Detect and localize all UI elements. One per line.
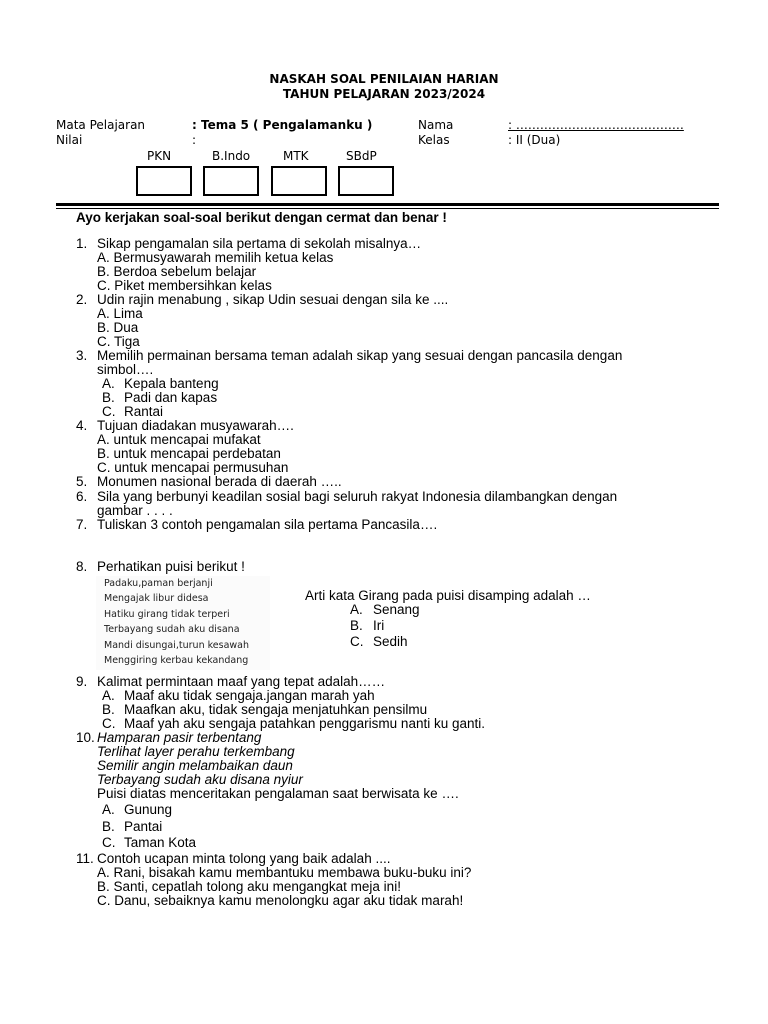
q-text: Sila yang berbunyi keadilan sosial bagi seluruh rakyat Indonesia dilambangkan dengan — [97, 489, 618, 504]
option: C. Danu, sebaiknya kamu menolongku agar aku tidak marah! — [97, 893, 464, 908]
nilai-label: Nilai — [56, 133, 83, 147]
mapel-label: Mata Pelajaran — [56, 118, 146, 132]
option: A. Rani, bisakah kamu membantuku membawa buku-buku ini? — [97, 865, 472, 880]
option-letter: B. — [102, 390, 115, 405]
option: Kepala banteng — [124, 376, 219, 391]
poem-line: Mengajak libur didesa — [104, 593, 209, 604]
q-number: 7. — [76, 517, 88, 532]
nama-value: : …………………………………… — [508, 118, 684, 132]
q-text: Tuliskan 3 contoh pengamalan sila pertama Pancasila…. — [97, 517, 438, 532]
option: Padi dan kapas — [124, 390, 218, 405]
doc-title: NASKAH SOAL PENILAIAN HARIAN — [269, 72, 499, 86]
poem-verse: Hamparan pasir terbentang — [97, 730, 262, 745]
option: A. Bermusyawarah memilih ketua kelas — [97, 250, 334, 265]
option-letter: C. — [102, 835, 116, 850]
option-letter: C. — [102, 716, 116, 731]
option-letter: A. — [102, 376, 115, 391]
nilai-value: : — [192, 133, 197, 147]
instruction: Ayo kerjakan soal-soal berikut dengan cermat dan benar ! — [76, 210, 447, 225]
option: Rantai — [124, 404, 164, 419]
kelas-value: : II (Dua) — [508, 133, 561, 147]
q-text: Perhatikan puisi berikut ! — [97, 559, 245, 574]
option: B. Berdoa sebelum belajar — [97, 264, 257, 279]
q-text: Monumen nasional berada di daerah ….. — [97, 474, 342, 489]
option: B. Dua — [97, 320, 139, 335]
option: Senang — [373, 602, 420, 617]
poem-line: Terbayang sudah aku disana — [104, 624, 240, 635]
option: C. Piket membersihkan kelas — [97, 278, 272, 293]
q-number: 2. — [76, 292, 88, 307]
option: C. Tiga — [97, 334, 140, 349]
poem-line: Padaku,paman berjanji — [104, 578, 213, 589]
grade-box-pkn[interactable] — [136, 166, 192, 196]
nama-label: Nama — [418, 118, 454, 132]
option: A. Lima — [97, 306, 143, 321]
q-number: 4. — [76, 418, 88, 433]
grade-box-mtk[interactable] — [271, 166, 327, 196]
grade-label-sbdp: SBdP — [346, 149, 377, 163]
q-text: Memilih permainan bersama teman adalah sikap yang sesuai dengan pancasila dengan — [97, 348, 623, 363]
grade-box-sbdp[interactable] — [338, 166, 394, 196]
poem-line: Hatiku girang tidak terperi — [104, 609, 230, 620]
divider-thin — [56, 208, 719, 209]
option: Sedih — [373, 634, 408, 649]
poem-verse: Terlihat layer perahu terkembang — [97, 744, 295, 759]
q-text: Udin rajin menabung , sikap Udin sesuai dengan sila ke .... — [97, 292, 449, 307]
option-letter: A. — [102, 802, 115, 817]
option-letter: C. — [350, 634, 364, 649]
q-text: Tujuan diadakan musyawarah…. — [97, 418, 294, 433]
kelas-label: Kelas — [418, 133, 450, 147]
grade-label-mtk: MTK — [283, 149, 309, 163]
q-text: Puisi diatas menceritakan pengalaman saat berwisata ke …. — [97, 786, 459, 801]
option-letter: C. — [102, 404, 116, 419]
q-text: Contoh ucapan minta tolong yang baik adalah .... — [97, 851, 391, 866]
option: Maafkan aku, tidak sengaja menjatuhkan pensilmu — [124, 702, 428, 717]
option-letter: A. — [350, 602, 363, 617]
q-text-cont: gambar . . . . — [97, 503, 173, 518]
option: Gunung — [124, 802, 173, 817]
option-letter: B. — [102, 819, 115, 834]
doc-subtitle: TAHUN PELAJARAN 2023/2024 — [282, 87, 486, 101]
poem-line: Mandi disungai,turun kesawah — [104, 640, 250, 651]
option-letter: B. — [350, 618, 363, 633]
q-number: 11. — [76, 851, 94, 866]
grade-label-pkn: PKN — [147, 149, 172, 163]
divider-thick — [56, 203, 719, 206]
grade-box-bindo[interactable] — [203, 166, 259, 196]
option-letter: B. — [102, 702, 115, 717]
option: Taman Kota — [124, 835, 197, 850]
q-number: 8. — [76, 559, 88, 574]
option: B. untuk mencapai perdebatan — [97, 446, 281, 461]
q-number: 3. — [76, 348, 88, 363]
option: Maaf yah aku sengaja patahkan penggarismu nanti ku ganti. — [124, 716, 485, 731]
poem-line: Menggiring kerbau kekandang — [104, 655, 249, 666]
q-number: 1. — [76, 236, 88, 251]
option-letter: A. — [102, 688, 115, 703]
poem-verse: Semilir angin melambaikan daun — [97, 758, 293, 773]
q-number: 6. — [76, 489, 88, 504]
q-number: 10. — [76, 730, 95, 745]
q-text-cont: simbol…. — [97, 362, 154, 377]
q-number: 5. — [76, 474, 88, 489]
q-text: Sikap pengamalan sila pertama di sekolah misalnya… — [97, 236, 422, 251]
option: B. Santi, cepatlah tolong aku mengangkat meja ini! — [97, 879, 401, 894]
q-subtext: Arti kata Girang pada puisi disamping adalah … — [305, 588, 591, 603]
q-number: 9. — [76, 674, 88, 689]
option: A. untuk mencapai mufakat — [97, 432, 261, 447]
poem-verse: Terbayang sudah aku disana nyiur — [97, 772, 303, 787]
poem-image — [96, 576, 270, 670]
option: C. untuk mencapai permusuhan — [97, 460, 289, 475]
mapel-value: : Tema 5 ( Pengalamanku ) — [192, 118, 373, 132]
q-text: Kalimat permintaan maaf yang tepat adalah…… — [97, 674, 386, 689]
grade-label-bindo: B.Indo — [212, 149, 251, 163]
option: Maaf aku tidak sengaja.jangan marah yah — [124, 688, 375, 703]
option: Iri — [373, 618, 385, 633]
option: Pantai — [124, 819, 163, 834]
